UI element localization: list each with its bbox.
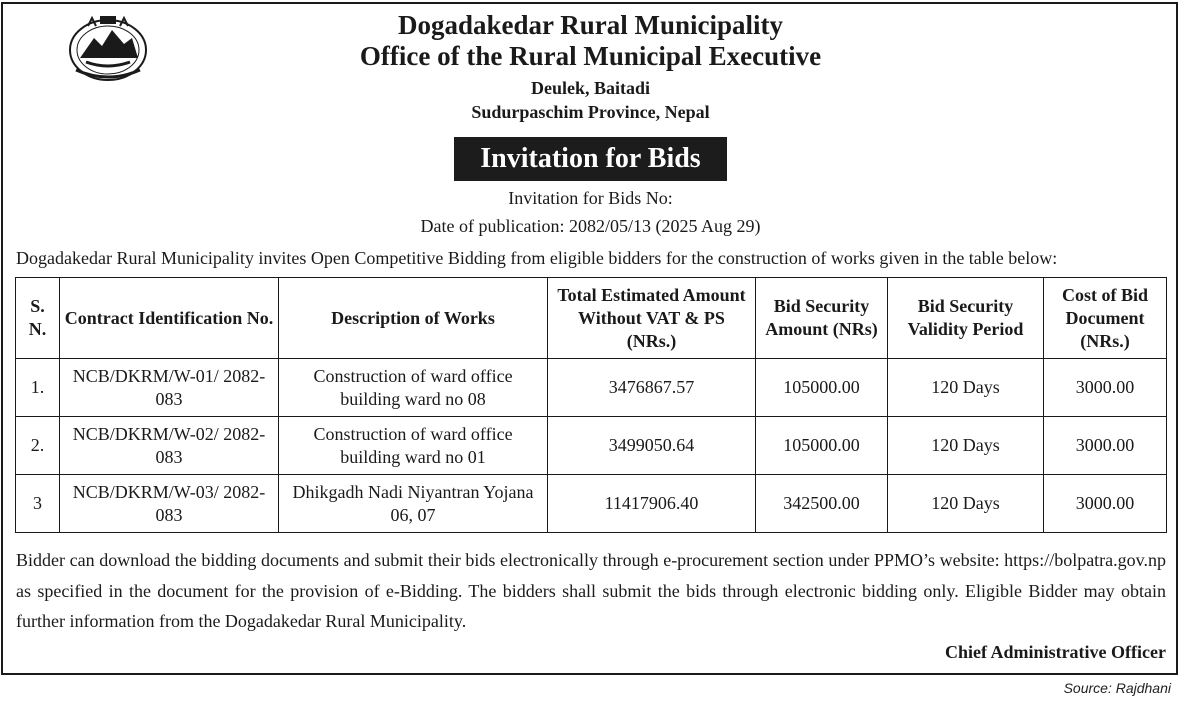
header-bid-security-amount: Bid Security Amount (NRs) [756,278,888,359]
table-header-row [16,278,1167,359]
cell-bid-security-amount: 105000.00 [756,359,888,417]
cell-document-cost: 3000.00 [1044,417,1167,475]
cell-estimated-amount: 3476867.57 [548,359,756,417]
cell-contract-id: NCB/DKRM/W-01/ 2082-083 [60,359,279,417]
intro-paragraph: Dogadakedar Rural Municipality invites Open Competitive Bidding from eligible bidders for the construction of works given in the table below: [16,248,1058,268]
cell-document-cost: 3000.00 [1044,475,1167,533]
address-line-1: Deulek, Baitadi [530,78,650,98]
notice-title: Invitation for Bids [454,137,727,181]
header-document-cost: Cost of Bid Document (NRs.) [1044,278,1167,359]
table-row [16,359,1167,417]
cell-estimated-amount: 11417906.40 [548,475,756,533]
cell-contract-id: NCB/DKRM/W-02/ 2082-083 [60,417,279,475]
cell-bid-security-amount: 342500.00 [756,475,888,533]
cell-sn: 1. [16,359,60,417]
cell-description: Construction of ward office building ward no 01 [279,417,548,475]
cell-sn: 3 [16,475,60,533]
signatory: Chief Administrative Officer [945,642,1166,662]
org-name: Dogadakedar Rural Municipality [397,10,784,40]
cell-validity-period: 120 Days [888,475,1044,533]
cell-bid-security-amount: 105000.00 [756,417,888,475]
office-name: Office of the Rural Municipal Executive [359,41,822,71]
cell-document-cost: 3000.00 [1044,359,1167,417]
cell-sn: 2. [16,417,60,475]
cell-validity-period: 120 Days [888,417,1044,475]
instructions-paragraph: Bidder can download the bidding documents and submit their bids electronically through e-procurement section under PPMO’s website: https://bolpatra.gov.np as specified in the document for the provision of e-Bidding. The bidders shall submit the bids through electronic bidding only. Eligible Bidder may obtain further information from the Dogadakedar Rural Municipality. [16,550,1166,631]
cell-estimated-amount: 3499050.64 [548,417,756,475]
bid-number: Invitation for Bids No: [508,188,673,208]
works-table [15,277,1167,533]
source-credit: Source: Rajdhani [1063,680,1171,696]
address-line-2: Sudurpaschim Province, Nepal [471,102,710,122]
cell-validity-period: 120 Days [888,359,1044,417]
table-row [16,417,1167,475]
header-description: Description of Works [279,278,548,359]
table-row [16,475,1167,533]
notice-header [0,10,1181,124]
publication-date: Date of publication: 2082/05/13 (2025 Aug 29) [420,216,761,236]
header-estimated-amount: Total Estimated Amount Without VAT & PS (NRs.) [548,278,756,359]
cell-contract-id: NCB/DKRM/W-03/ 2082-083 [60,475,279,533]
header-sn: S. N. [16,278,60,359]
header-contract-id: Contract Identification No. [60,278,279,359]
header-validity-period: Bid Security Validity Period [888,278,1044,359]
cell-description: Construction of ward office building ward no 08 [279,359,548,417]
cell-description: Dhikgadh Nadi Niyantran Yojana 06, 07 [279,475,548,533]
